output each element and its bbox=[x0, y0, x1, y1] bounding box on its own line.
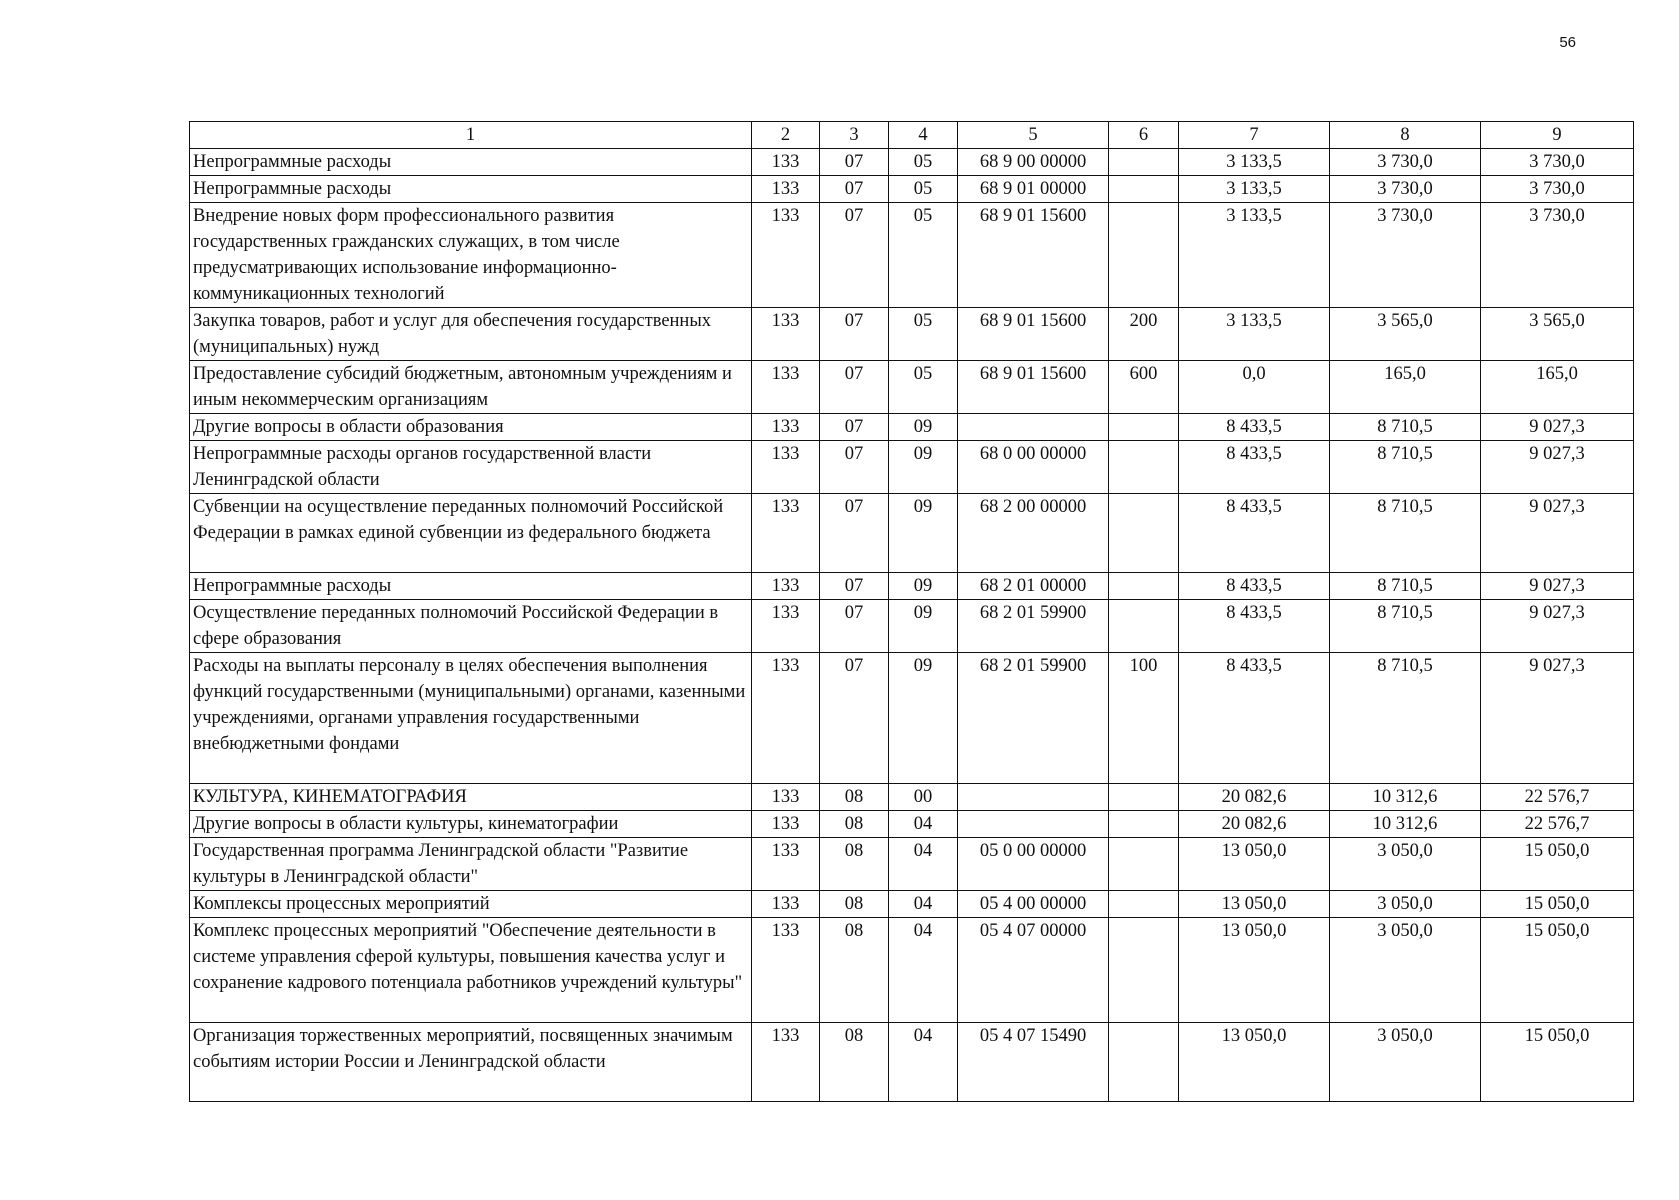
header-cell: 8 bbox=[1330, 122, 1481, 149]
cell-col-4: 09 bbox=[889, 573, 958, 600]
cell-col-9: 15 050,0 bbox=[1481, 918, 1634, 1023]
cell-col-8: 3 565,0 bbox=[1330, 308, 1481, 361]
header-cell: 4 bbox=[889, 122, 958, 149]
table-row bbox=[190, 494, 1634, 573]
row-description: Внедрение новых форм профессионального развития государственных гражданских служащих, в том числе предусматривающих использование информационно-коммуникационных технологий bbox=[190, 203, 752, 308]
cell-col-8: 165,0 bbox=[1330, 361, 1481, 414]
cell-col-3: 07 bbox=[820, 203, 889, 308]
cell-col-6 bbox=[1109, 414, 1179, 441]
page-number: 56 bbox=[1559, 34, 1576, 51]
row-description: Комплекс процессных мероприятий "Обеспечение деятельности в системе управления сферой культуры, повышения качества услуг и сохранение кадрового потенциала работников учреждений культуры" bbox=[190, 918, 752, 1023]
cell-col-6 bbox=[1109, 573, 1179, 600]
cell-col-8: 3 050,0 bbox=[1330, 918, 1481, 1023]
cell-col-5: 68 2 01 59900 bbox=[958, 600, 1109, 653]
table-row bbox=[190, 414, 1634, 441]
cell-col-4: 04 bbox=[889, 1023, 958, 1102]
cell-col-9: 15 050,0 bbox=[1481, 838, 1634, 891]
cell-col-8: 3 730,0 bbox=[1330, 176, 1481, 203]
cell-col-6: 100 bbox=[1109, 653, 1179, 784]
table-row bbox=[190, 441, 1634, 494]
table-row bbox=[190, 1023, 1634, 1102]
cell-col-7: 8 433,5 bbox=[1179, 573, 1330, 600]
cell-col-4: 09 bbox=[889, 414, 958, 441]
row-description: Другие вопросы в области образования bbox=[190, 414, 752, 441]
table-row bbox=[190, 600, 1634, 653]
cell-col-2: 133 bbox=[752, 1023, 820, 1102]
cell-col-4: 05 bbox=[889, 203, 958, 308]
cell-col-9: 9 027,3 bbox=[1481, 600, 1634, 653]
cell-col-6 bbox=[1109, 441, 1179, 494]
cell-col-7: 8 433,5 bbox=[1179, 441, 1330, 494]
cell-col-5: 68 2 00 00000 bbox=[958, 494, 1109, 573]
cell-col-9: 165,0 bbox=[1481, 361, 1634, 414]
cell-col-3: 07 bbox=[820, 653, 889, 784]
table-row bbox=[190, 784, 1634, 811]
cell-col-7: 13 050,0 bbox=[1179, 918, 1330, 1023]
cell-col-7: 8 433,5 bbox=[1179, 653, 1330, 784]
cell-col-9: 9 027,3 bbox=[1481, 414, 1634, 441]
cell-col-2: 133 bbox=[752, 891, 820, 918]
cell-col-3: 07 bbox=[820, 573, 889, 600]
row-description: Комплексы процессных мероприятий bbox=[190, 891, 752, 918]
table-row bbox=[190, 918, 1634, 1023]
cell-col-5: 68 2 01 00000 bbox=[958, 573, 1109, 600]
cell-col-6 bbox=[1109, 494, 1179, 573]
cell-col-5: 68 9 01 15600 bbox=[958, 308, 1109, 361]
cell-col-4: 04 bbox=[889, 811, 958, 838]
table-row bbox=[190, 149, 1634, 176]
table-row bbox=[190, 653, 1634, 784]
cell-col-2: 133 bbox=[752, 600, 820, 653]
cell-col-3: 08 bbox=[820, 838, 889, 891]
cell-col-6 bbox=[1109, 203, 1179, 308]
header-cell: 9 bbox=[1481, 122, 1634, 149]
cell-col-3: 07 bbox=[820, 494, 889, 573]
table-row bbox=[190, 811, 1634, 838]
header-row bbox=[190, 122, 1634, 149]
cell-col-3: 08 bbox=[820, 784, 889, 811]
cell-col-3: 07 bbox=[820, 600, 889, 653]
cell-col-4: 05 bbox=[889, 176, 958, 203]
row-description: КУЛЬТУРА, КИНЕМАТОГРАФИЯ bbox=[190, 784, 752, 811]
row-description: Субвенции на осуществление переданных полномочий Российской Федерации в рамках единой субвенции из федерального бюджета bbox=[190, 494, 752, 573]
cell-col-4: 09 bbox=[889, 441, 958, 494]
row-description: Непрограммные расходы bbox=[190, 149, 752, 176]
cell-col-6 bbox=[1109, 1023, 1179, 1102]
cell-col-2: 133 bbox=[752, 149, 820, 176]
cell-col-5: 68 2 01 59900 bbox=[958, 653, 1109, 784]
cell-col-6: 600 bbox=[1109, 361, 1179, 414]
cell-col-3: 07 bbox=[820, 149, 889, 176]
cell-col-9: 3 730,0 bbox=[1481, 203, 1634, 308]
cell-col-2: 133 bbox=[752, 784, 820, 811]
cell-col-9: 9 027,3 bbox=[1481, 441, 1634, 494]
cell-col-5: 05 4 07 15490 bbox=[958, 1023, 1109, 1102]
cell-col-7: 8 433,5 bbox=[1179, 494, 1330, 573]
cell-col-2: 133 bbox=[752, 176, 820, 203]
cell-col-5: 05 4 07 00000 bbox=[958, 918, 1109, 1023]
table-row bbox=[190, 891, 1634, 918]
cell-col-9: 22 576,7 bbox=[1481, 811, 1634, 838]
cell-col-4: 04 bbox=[889, 918, 958, 1023]
cell-col-4: 05 bbox=[889, 361, 958, 414]
row-description: Организация торжественных мероприятий, посвященных значимым событиям истории России и Ленинградской области bbox=[190, 1023, 752, 1102]
cell-col-9: 3 565,0 bbox=[1481, 308, 1634, 361]
header-cell: 2 bbox=[752, 122, 820, 149]
cell-col-5: 05 4 00 00000 bbox=[958, 891, 1109, 918]
cell-col-7: 20 082,6 bbox=[1179, 784, 1330, 811]
cell-col-9: 9 027,3 bbox=[1481, 494, 1634, 573]
cell-col-7: 13 050,0 bbox=[1179, 891, 1330, 918]
row-description: Закупка товаров, работ и услуг для обеспечения государственных (муниципальных) нужд bbox=[190, 308, 752, 361]
cell-col-2: 133 bbox=[752, 361, 820, 414]
cell-col-5: 68 9 01 00000 bbox=[958, 176, 1109, 203]
cell-col-7: 3 133,5 bbox=[1179, 176, 1330, 203]
row-description: Непрограммные расходы bbox=[190, 573, 752, 600]
row-description: Другие вопросы в области культуры, кинематографии bbox=[190, 811, 752, 838]
cell-col-9: 15 050,0 bbox=[1481, 891, 1634, 918]
row-description: Непрограммные расходы bbox=[190, 176, 752, 203]
cell-col-8: 3 050,0 bbox=[1330, 891, 1481, 918]
cell-col-2: 133 bbox=[752, 494, 820, 573]
cell-col-5: 68 0 00 00000 bbox=[958, 441, 1109, 494]
cell-col-8: 10 312,6 bbox=[1330, 784, 1481, 811]
cell-col-2: 133 bbox=[752, 918, 820, 1023]
cell-col-4: 05 bbox=[889, 149, 958, 176]
cell-col-7: 0,0 bbox=[1179, 361, 1330, 414]
cell-col-7: 8 433,5 bbox=[1179, 600, 1330, 653]
cell-col-8: 8 710,5 bbox=[1330, 653, 1481, 784]
cell-col-7: 13 050,0 bbox=[1179, 1023, 1330, 1102]
cell-col-6: 200 bbox=[1109, 308, 1179, 361]
cell-col-5: 68 9 01 15600 bbox=[958, 203, 1109, 308]
cell-col-2: 133 bbox=[752, 441, 820, 494]
header-cell: 6 bbox=[1109, 122, 1179, 149]
header-cell: 1 bbox=[190, 122, 752, 149]
cell-col-2: 133 bbox=[752, 653, 820, 784]
header-cell: 3 bbox=[820, 122, 889, 149]
cell-col-4: 00 bbox=[889, 784, 958, 811]
cell-col-3: 08 bbox=[820, 891, 889, 918]
cell-col-9: 9 027,3 bbox=[1481, 573, 1634, 600]
cell-col-8: 10 312,6 bbox=[1330, 811, 1481, 838]
cell-col-3: 07 bbox=[820, 361, 889, 414]
cell-col-8: 3 730,0 bbox=[1330, 203, 1481, 308]
row-description: Осуществление переданных полномочий Российской Федерации в сфере образования bbox=[190, 600, 752, 653]
table-row bbox=[190, 838, 1634, 891]
cell-col-9: 15 050,0 bbox=[1481, 1023, 1634, 1102]
cell-col-2: 133 bbox=[752, 573, 820, 600]
cell-col-7: 3 133,5 bbox=[1179, 203, 1330, 308]
cell-col-4: 04 bbox=[889, 891, 958, 918]
cell-col-2: 133 bbox=[752, 838, 820, 891]
header-cell: 5 bbox=[958, 122, 1109, 149]
cell-col-5 bbox=[958, 811, 1109, 838]
cell-col-8: 8 710,5 bbox=[1330, 573, 1481, 600]
cell-col-3: 07 bbox=[820, 441, 889, 494]
cell-col-5: 68 9 01 15600 bbox=[958, 361, 1109, 414]
cell-col-2: 133 bbox=[752, 414, 820, 441]
cell-col-3: 08 bbox=[820, 918, 889, 1023]
cell-col-2: 133 bbox=[752, 203, 820, 308]
cell-col-5 bbox=[958, 414, 1109, 441]
table-row bbox=[190, 361, 1634, 414]
cell-col-9: 3 730,0 bbox=[1481, 149, 1634, 176]
cell-col-2: 133 bbox=[752, 811, 820, 838]
header-cell: 7 bbox=[1179, 122, 1330, 149]
cell-col-3: 07 bbox=[820, 308, 889, 361]
table-row bbox=[190, 573, 1634, 600]
cell-col-8: 3 050,0 bbox=[1330, 1023, 1481, 1102]
cell-col-4: 05 bbox=[889, 308, 958, 361]
table-row bbox=[190, 308, 1634, 361]
cell-col-9: 9 027,3 bbox=[1481, 653, 1634, 784]
row-description: Расходы на выплаты персоналу в целях обеспечения выполнения функций государственными (муниципальными) органами, казенными учреждениями, органами управления государственными внебюджетными фондами bbox=[190, 653, 752, 784]
cell-col-6 bbox=[1109, 918, 1179, 1023]
cell-col-6 bbox=[1109, 600, 1179, 653]
cell-col-7: 8 433,5 bbox=[1179, 414, 1330, 441]
cell-col-4: 09 bbox=[889, 494, 958, 573]
cell-col-3: 08 bbox=[820, 1023, 889, 1102]
cell-col-4: 09 bbox=[889, 600, 958, 653]
cell-col-8: 3 050,0 bbox=[1330, 838, 1481, 891]
cell-col-7: 3 133,5 bbox=[1179, 149, 1330, 176]
cell-col-8: 3 730,0 bbox=[1330, 149, 1481, 176]
cell-col-3: 07 bbox=[820, 176, 889, 203]
cell-col-2: 133 bbox=[752, 308, 820, 361]
cell-col-6 bbox=[1109, 838, 1179, 891]
cell-col-7: 13 050,0 bbox=[1179, 838, 1330, 891]
cell-col-6 bbox=[1109, 891, 1179, 918]
cell-col-5: 68 9 00 00000 bbox=[958, 149, 1109, 176]
cell-col-8: 8 710,5 bbox=[1330, 600, 1481, 653]
cell-col-6 bbox=[1109, 176, 1179, 203]
cell-col-5 bbox=[958, 784, 1109, 811]
cell-col-8: 8 710,5 bbox=[1330, 441, 1481, 494]
cell-col-4: 04 bbox=[889, 838, 958, 891]
cell-col-6 bbox=[1109, 811, 1179, 838]
cell-col-6 bbox=[1109, 784, 1179, 811]
table-row bbox=[190, 203, 1634, 308]
cell-col-3: 08 bbox=[820, 811, 889, 838]
row-description: Непрограммные расходы органов государственной власти Ленинградской области bbox=[190, 441, 752, 494]
cell-col-8: 8 710,5 bbox=[1330, 494, 1481, 573]
row-description: Предоставление субсидий бюджетным, автономным учреждениям и иным некоммерческим организациям bbox=[190, 361, 752, 414]
row-description: Государственная программа Ленинградской области "Развитие культуры в Ленинградской области" bbox=[190, 838, 752, 891]
cell-col-9: 22 576,7 bbox=[1481, 784, 1634, 811]
cell-col-4: 09 bbox=[889, 653, 958, 784]
cell-col-5: 05 0 00 00000 bbox=[958, 838, 1109, 891]
table-row bbox=[190, 176, 1634, 203]
budget-table bbox=[189, 121, 1634, 1102]
cell-col-7: 3 133,5 bbox=[1179, 308, 1330, 361]
cell-col-7: 20 082,6 bbox=[1179, 811, 1330, 838]
cell-col-9: 3 730,0 bbox=[1481, 176, 1634, 203]
cell-col-8: 8 710,5 bbox=[1330, 414, 1481, 441]
cell-col-3: 07 bbox=[820, 414, 889, 441]
cell-col-6 bbox=[1109, 149, 1179, 176]
